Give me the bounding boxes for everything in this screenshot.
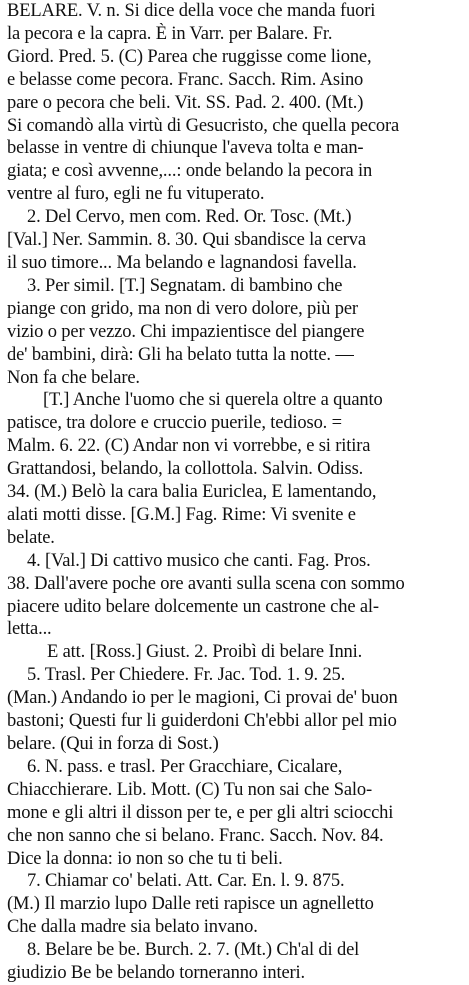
text-line: piange con grido, ma non di vero dolore, più per (7, 298, 358, 319)
sense-4 (7, 550, 460, 642)
text-line: Grattandosi, belando, la collottola. Salvin. Odiss. (7, 459, 364, 480)
text-line: e belasse come pecora. Franc. Sacch. Rim. Asino (7, 69, 364, 90)
text-line: [Val.] Ner. Sammin. 8. 30. Qui sbandisce la cerva (7, 230, 366, 251)
text-line: (Man.) Andando io per le magioni, Ci provai de' buon (7, 688, 398, 709)
text-line: 34. (M.) Belò la cara balia Euriclea, E lamentando, (7, 482, 377, 503)
text-line: 5. Trasl. Per Chiedere. Fr. Jac. Tod. 1. 9. 25. (27, 665, 346, 686)
text-line: 7. Chiamar co' belati. Att. Car. En. l. 9. 875. (27, 871, 345, 892)
text-line: de' bambini, dirà: Gli ha belato tutta la notte. — (7, 344, 354, 365)
sense-6 (7, 756, 460, 871)
text-line: Dice la donna: io non so che tu ti beli. (7, 848, 283, 869)
entry-definition (7, 0, 460, 206)
text-line: Si comandò alla virtù di Gesucristo, che quella pecora (7, 115, 400, 136)
sense-3-subsense (7, 389, 460, 549)
sense-4-subsense (7, 641, 460, 664)
text-line: belasse in ventre di chiunque l'aveva tolta e man- (7, 138, 364, 159)
text-line: 3. Per simil. [T.] Segnatam. di bambino che (27, 275, 343, 296)
text-line: belare. (Qui in forza di Sost.) (7, 734, 219, 754)
text-line: bastoni; Questi fur li guiderdoni Ch'ebbi allor pel mio (7, 711, 397, 732)
text-line: Malm. 6. 22. (C) Andar non vi vorrebbe, e si ritira (7, 436, 371, 457)
text-line: belate. (7, 527, 55, 548)
text-line: 38. Dall'avere poche ore avanti sulla scena con sommo (7, 573, 405, 594)
text-line: [T.] Anche l'uomo che si querela oltre a quanto (43, 390, 383, 411)
text-line: pare o pecora che beli. Vit. SS. Pad. 2. 400. (Mt.) (7, 92, 364, 113)
text-line: Non fa che belare. (7, 367, 140, 388)
text-line: piacere udito belare dolcemente un castrone che al- (7, 596, 379, 617)
text-line: che non sanno che si belano. Franc. Sacch. Nov. 84. (7, 825, 384, 846)
text-line: BELARE. V. n. Si dice della voce che manda fuori (7, 1, 376, 21)
text-line: 2. Del Cervo, men com. Red. Or. Tosc. (Mt.) (27, 207, 352, 228)
text-line: giudizio Be be belando torneranno interi. (7, 963, 305, 984)
sense-5 (7, 664, 460, 756)
text-line: ventre al furo, egli ne fu vituperato. (7, 184, 265, 205)
text-line: alati motti disse. [G.M.] Fag. Rime: Vi svenite e (7, 504, 356, 525)
text-line: vizio o per vezzo. Chi impazientisce del piangere (7, 321, 365, 342)
sense-3 (7, 275, 460, 390)
text-line: Chiacchierare. Lib. Mott. (C) Tu non sai che Salo- (7, 779, 373, 800)
text-line: 8. Belare be be. Burch. 2. 7. (Mt.) Ch'al di del (27, 940, 360, 961)
text-line: il suo timore... Ma belando e lagnandosi favella. (7, 252, 357, 273)
text-line: 4. [Val.] Di cattivo musico che canti. Fag. Pros. (27, 550, 371, 571)
sense-8 (7, 939, 460, 985)
text-line: Che dalla madre sia belato invano. (7, 917, 258, 938)
text-line: giata; e così avvenne,...: onde belando la pecora in (7, 161, 373, 182)
text-line: 6. N. pass. e trasl. Per Gracchiare, Cicalare, (27, 756, 343, 777)
text-line: Giord. Pred. 5. (C) Parea che ruggisse come lione, (7, 46, 372, 67)
sense-7 (7, 870, 460, 939)
text-line: E att. [Ross.] Giust. 2. Proibì di belare Inni. (47, 642, 363, 663)
sense-2 (7, 206, 460, 275)
text-line: la pecora e la capra. È in Varr. per Balare. Fr. (7, 23, 333, 44)
text-line: letta... (7, 619, 52, 640)
text-line: mone e gli altri il disson per te, e per gli altri sciocchi (7, 802, 394, 823)
text-line: patisce, tra dolore e cruccio puerile, tedioso. = (7, 413, 342, 434)
text-line: (M.) Il marzio lupo Dalle reti rapisce un agnelletto (7, 894, 374, 915)
